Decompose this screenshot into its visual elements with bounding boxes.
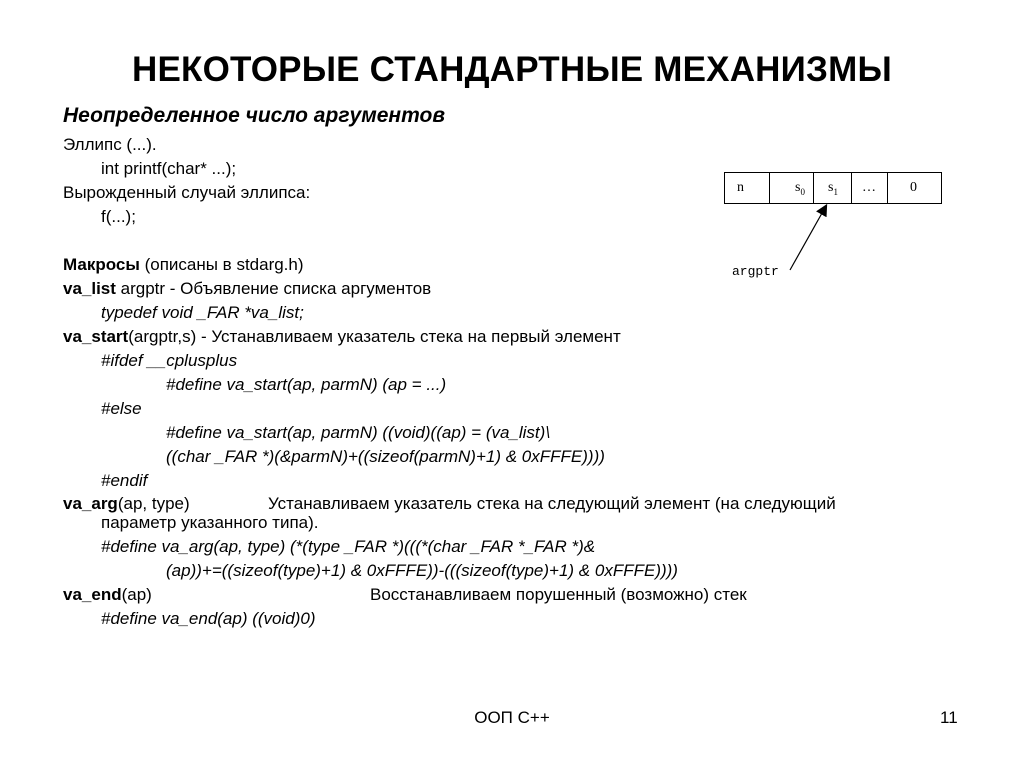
footer-course: ООП C++ bbox=[474, 708, 550, 727]
vaarg-desc: Устанавливаем указатель стека на следующий элемент (на следующий bbox=[268, 494, 836, 513]
vaend-line bbox=[63, 584, 152, 606]
vaarg-desc-cont: параметр указанного типа). bbox=[101, 513, 319, 532]
macros-keyword: Макросы bbox=[63, 255, 140, 274]
valist-keyword: va_list bbox=[63, 279, 116, 298]
stack-cell-letter: s bbox=[828, 180, 834, 195]
pointer-arrow bbox=[780, 200, 850, 280]
stack-cell-label: n bbox=[737, 180, 744, 195]
stack-cell-label: 0 bbox=[910, 180, 917, 195]
code-printf: int printf(char* ...); bbox=[101, 159, 237, 178]
section-subtitle: Неопределенное число аргументов bbox=[63, 104, 446, 127]
code-f-call: f(...); bbox=[101, 207, 136, 226]
vaarg-args: (ap, type) bbox=[117, 494, 190, 513]
vastart-keyword: va_start bbox=[63, 327, 129, 346]
code-typedef: typedef void _FAR *va_list; bbox=[101, 303, 304, 322]
valist-line bbox=[63, 278, 431, 300]
vaarg-keyword: va_arg bbox=[63, 494, 118, 513]
stack-cell-label bbox=[795, 180, 805, 197]
text-ellipsis: Эллипс (...). bbox=[63, 135, 157, 154]
stack-cell-label bbox=[828, 180, 838, 197]
code-define-arg2: (ap))+=((sizeof(type)+1) & 0xFFFE))-(((sizeof(type)+1) & 0xFFFE)))) bbox=[166, 561, 678, 580]
stack-cell-s1 bbox=[814, 173, 852, 203]
text-degenerate-case: Вырожденный случай эллипса: bbox=[63, 183, 311, 202]
vaend-keyword: va_end bbox=[63, 585, 122, 604]
code-endif: #endif bbox=[101, 471, 148, 490]
stack-cell-label: … bbox=[862, 180, 876, 195]
stack-cell-s0 bbox=[770, 173, 814, 203]
stack-cell-subscript: 0 bbox=[800, 186, 805, 197]
code-define-arg1: #define va_arg(ap, type) (*(type _FAR *)(((*(char _FAR *_FAR *)& bbox=[101, 537, 596, 556]
code-define-start2-cont: ((char _FAR *)(&parmN)+((sizeof(parmN)+1) & 0xFFFE)))) bbox=[166, 447, 605, 466]
stack-cell-subscript: 1 bbox=[833, 186, 838, 197]
page-title: НЕКОТОРЫЕ СТАНДАРТНЫЕ МЕХАНИЗМЫ bbox=[132, 50, 892, 89]
macros-line bbox=[63, 254, 304, 276]
stack-cell-ellipsis bbox=[852, 173, 888, 203]
macros-note: (описаны в stdarg.h) bbox=[139, 255, 304, 274]
stack-cell-zero bbox=[888, 173, 941, 203]
code-define-start1: #define va_start(ap, parmN) (ap = ...) bbox=[166, 375, 447, 394]
code-ifdef: #ifdef __cplusplus bbox=[101, 351, 238, 370]
code-define-start2: #define va_start(ap, parmN) ((void)((ap) = (va_list)\ bbox=[166, 423, 551, 442]
valist-desc: argptr - Объявление списка аргументов bbox=[115, 279, 432, 298]
argptr-label: argptr bbox=[732, 264, 779, 279]
vaend-args: (ap) bbox=[121, 585, 152, 604]
vaend-desc: Восстанавливаем порушенный (возможно) стек bbox=[370, 585, 747, 604]
vastart-desc: (argptr,s) - Устанавливаем указатель стека на первый элемент bbox=[128, 327, 621, 346]
code-define-end: #define va_end(ap) ((void)0) bbox=[101, 609, 316, 628]
code-else: #else bbox=[101, 399, 142, 418]
stack-cell-n bbox=[725, 173, 770, 203]
vastart-line bbox=[63, 326, 621, 348]
stack-cell-letter: s bbox=[795, 180, 801, 195]
page-number: 11 bbox=[940, 708, 958, 727]
